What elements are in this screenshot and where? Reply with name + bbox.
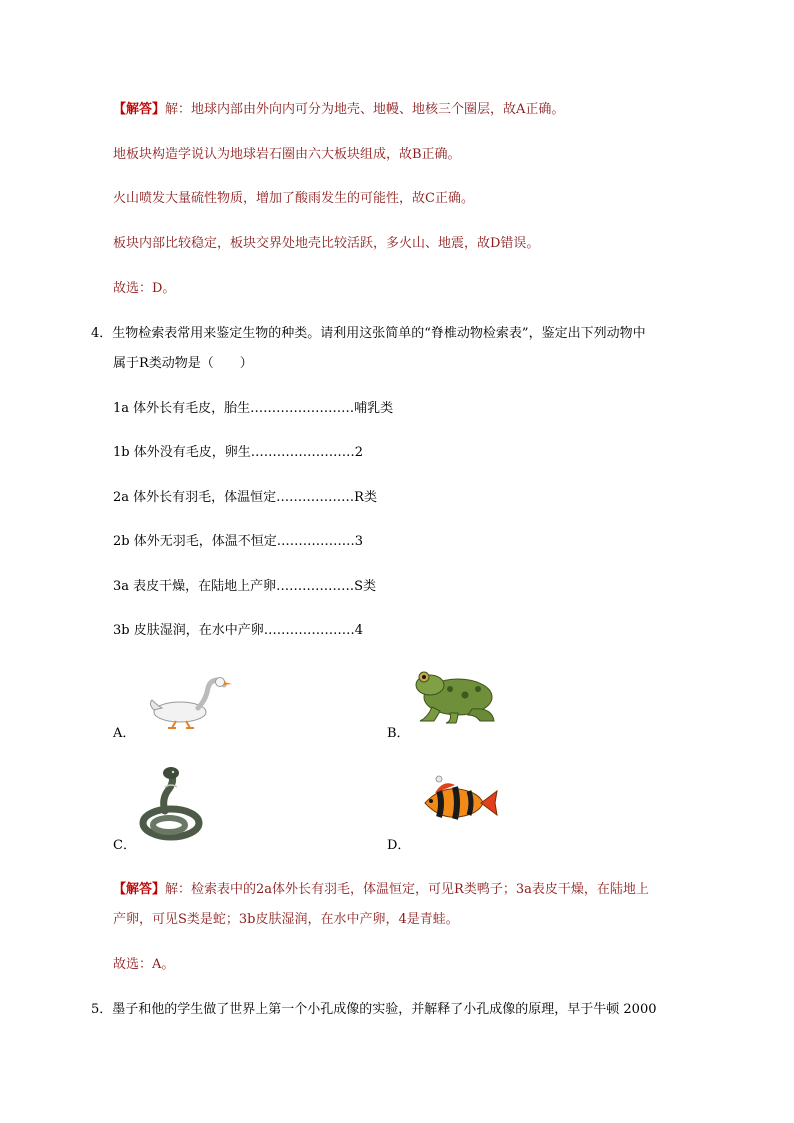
- answer4-tag: 【解答】: [113, 882, 166, 897]
- answer3-tag: 【解答】: [113, 102, 166, 117]
- answer3-line-d: 板块内部比较稳定，板块交界处地壳比较活跃，多火山、地震，故D错误。: [113, 236, 540, 251]
- answer4-line1-text: 解：检索表中的2a体外长有羽毛，体温恒定，可见R类鸭子；3a表皮干燥，在陆地上: [165, 882, 649, 897]
- answer3-line-b: 地板块构造学说认为地球岩石圈由六大板块组成，故B正确。: [113, 147, 461, 162]
- answer4-line2: 产卵，可见S类是蛇；3b皮肤湿润，在水中产卵，4是青蛙。: [113, 912, 459, 927]
- q4-stem-text: 生物检索表常用来鉴定生物的种类。请利用这张简单的“脊椎动物检索表”，鉴定出下列动物中: [112, 326, 646, 341]
- answer3-line-c: 火山喷发大量硫性物质，增加了酸雨发生的可能性，故C正确。: [113, 191, 474, 206]
- q5-stem-line1: [91, 1000, 657, 1020]
- key-2a: 2a 体外长有羽毛，体温恒定………………R类: [113, 490, 377, 505]
- duck-icon[interactable]: [140, 670, 235, 730]
- frog-icon[interactable]: [410, 665, 500, 727]
- q4-number: 4．: [91, 326, 113, 341]
- snake-icon[interactable]: [135, 765, 205, 845]
- option-a-label[interactable]: A．: [113, 726, 136, 741]
- fish-icon[interactable]: [415, 775, 500, 830]
- answer3-first-line: [113, 100, 564, 120]
- option-c-label[interactable]: C．: [113, 838, 136, 853]
- key-2b: 2b 体外无羽毛，体温不恒定………………3: [113, 534, 363, 549]
- q4-stem-line2: 属于R类动物是（ ）: [113, 356, 253, 371]
- q5-number: 5．: [91, 1002, 113, 1017]
- key-1b: 1b 体外没有毛皮，卵生……………………2: [113, 445, 363, 460]
- q4-stem-line1: [91, 324, 646, 344]
- key-1a: 1a 体外长有毛皮，胎生……………………哺乳类: [113, 401, 394, 416]
- option-d-label[interactable]: D．: [387, 838, 411, 853]
- answer3-lead: 解：地球内部由外向内可分为地壳、地幔、地核三个圈层，故A正确。: [165, 102, 565, 117]
- key-3b: 3b 皮肤湿润，在水中产卵…………………4: [113, 623, 363, 638]
- key-3a: 3a 表皮干燥，在陆地上产卵………………S类: [113, 579, 377, 594]
- option-b-label[interactable]: B．: [387, 726, 410, 741]
- answer4-choice: 故选：A。: [113, 957, 175, 972]
- answer3-choice: 故选：D。: [113, 281, 176, 296]
- answer4-line1: [113, 880, 649, 900]
- q5-stem-text: 墨子和他的学生做了世界上第一个小孔成像的实验，并解释了小孔成像的原理，早于牛顿 2000: [112, 1002, 657, 1017]
